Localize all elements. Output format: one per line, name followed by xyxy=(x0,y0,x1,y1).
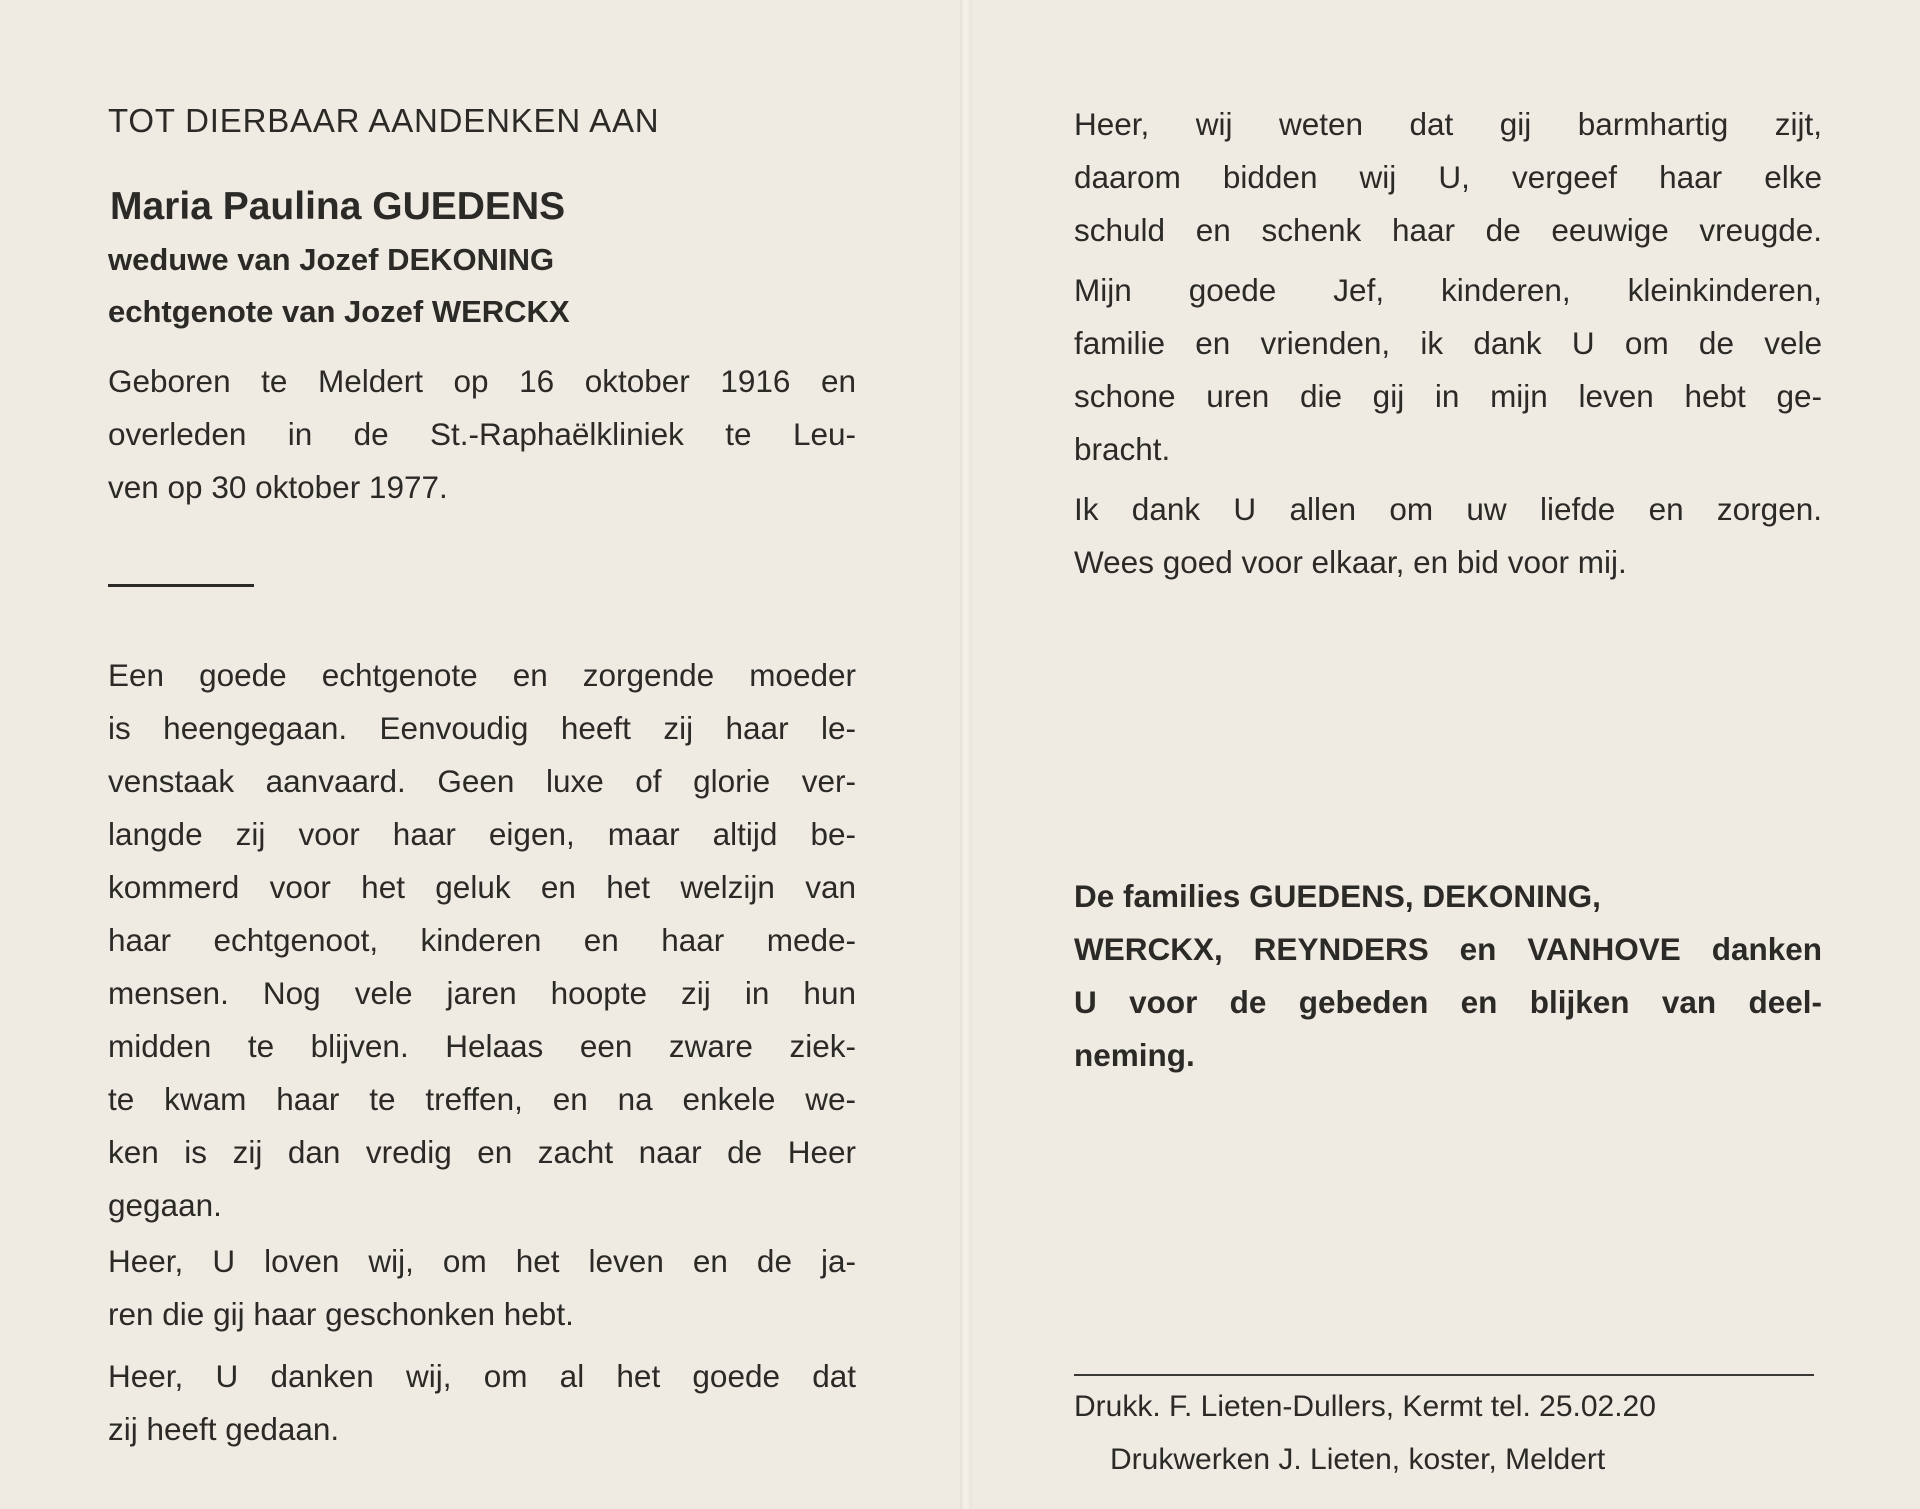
text-line: is heengegaan. Eenvoudig heeft zij haar le- xyxy=(108,710,856,746)
card-fold xyxy=(960,0,972,1509)
families-paragraph xyxy=(1074,870,1822,1082)
text-line: Heer, wij weten dat gij barmhartig zijt, xyxy=(1074,106,1822,142)
tribute-paragraph xyxy=(108,649,856,1232)
text-line: daarom bidden wij U, vergeef haar elke xyxy=(1074,159,1822,195)
printer-line-1: Drukk. F. Lieten-Dullers, Kermt tel. 25.02.20 xyxy=(1074,1390,1656,1423)
text-line: De families GUEDENS, DEKONING, xyxy=(1074,878,1601,914)
thanks-paragraph xyxy=(108,1350,856,1456)
printer-divider xyxy=(1074,1374,1814,1376)
divider xyxy=(108,584,254,587)
printer-line-2: Drukwerken J. Lieten, koster, Meldert xyxy=(1110,1443,1606,1476)
text-line: neming. xyxy=(1074,1037,1195,1073)
text-line: overleden in de St.-Raphaëlkliniek te Leu- xyxy=(108,416,856,452)
widow-of-line: weduwe van Jozef DEKONING xyxy=(108,242,555,277)
text-line: Heer, U danken wij, om al het goede dat xyxy=(108,1358,856,1394)
text-line: ven op 30 oktober 1977. xyxy=(108,469,448,505)
text-line: schone uren die gij in mijn leven hebt ge- xyxy=(1074,378,1822,414)
text-line: ren die gij haar geschonken hebt. xyxy=(108,1296,574,1332)
text-line: Een goede echtgenote en zorgende moeder xyxy=(108,657,856,693)
spouse-of-line: echtgenote van Jozef WERCKX xyxy=(108,294,570,329)
text-line: schuld en schenk haar de eeuwige vreugde. xyxy=(1074,212,1822,248)
text-line: midden te blijven. Helaas een zware ziek- xyxy=(108,1028,856,1064)
text-line: Ik dank U allen om uw liefde en zorgen. xyxy=(1074,491,1822,527)
text-line: venstaak aanvaard. Geen luxe of glorie ver- xyxy=(108,763,856,799)
text-line: kommerd voor het geluk en het welzijn van xyxy=(108,869,856,905)
text-line: bracht. xyxy=(1074,431,1171,467)
farewell-paragraph xyxy=(1074,264,1822,476)
praise-paragraph xyxy=(108,1235,856,1341)
love-paragraph xyxy=(1074,483,1822,589)
text-line: langde zij voor haar eigen, maar altijd be- xyxy=(108,816,856,852)
birth-death-paragraph xyxy=(108,355,856,514)
text-line: haar echtgenoot, kinderen en haar mede- xyxy=(108,922,856,958)
text-line: te kwam haar te treffen, en na enkele we- xyxy=(108,1081,856,1117)
text-line: zij heeft gedaan. xyxy=(108,1411,340,1447)
text-line: U voor de gebeden en blijken van deel- xyxy=(1074,984,1822,1020)
memorial-heading: TOT DIERBAAR AANDENKEN AAN xyxy=(108,102,660,139)
text-line: ken is zij dan vredig en zacht naar de Heer xyxy=(108,1134,856,1170)
text-line: gegaan. xyxy=(108,1187,222,1223)
text-line: Mijn goede Jef, kinderen, kleinkinderen, xyxy=(1074,272,1822,308)
text-line: Geboren te Meldert op 16 oktober 1916 en xyxy=(108,363,856,399)
text-line: Wees goed voor elkaar, en bid voor mij. xyxy=(1074,544,1627,580)
text-line: Heer, U loven wij, om het leven en de ja- xyxy=(108,1243,856,1279)
text-line: mensen. Nog vele jaren hoopte zij in hun xyxy=(108,975,856,1011)
mercy-paragraph xyxy=(1074,98,1822,257)
text-line: familie en vrienden, ik dank U om de vele xyxy=(1074,325,1822,361)
deceased-name: Maria Paulina GUEDENS xyxy=(110,185,566,228)
text-line: WERCKX, REYNDERS en VANHOVE danken xyxy=(1074,931,1822,967)
